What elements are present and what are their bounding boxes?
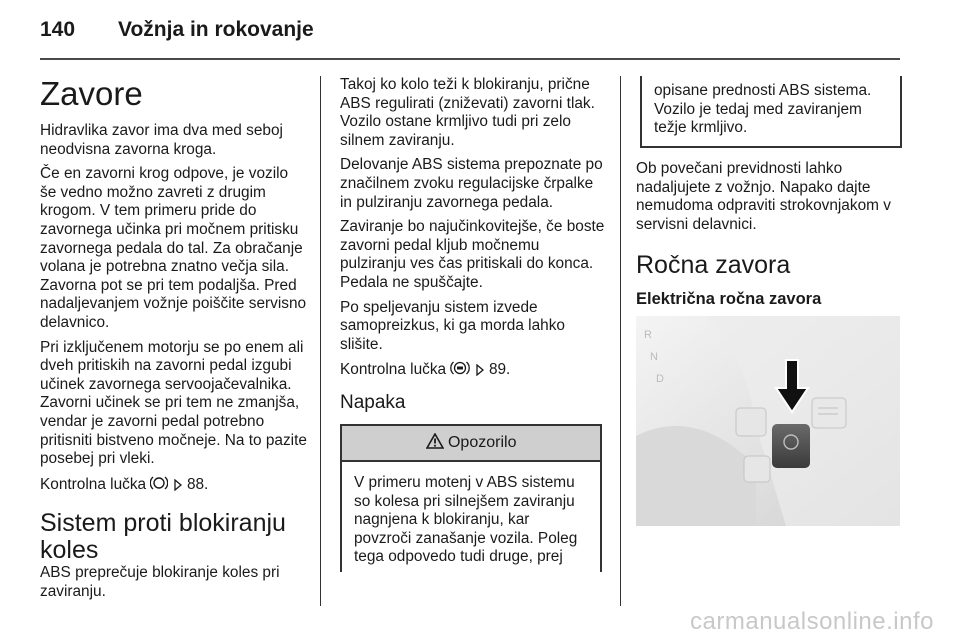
- gear-label: D: [656, 373, 664, 385]
- console-button: [812, 398, 846, 428]
- page-reference-arrow-icon: [475, 364, 485, 376]
- warning-title: Opozorilo: [447, 434, 517, 451]
- paragraph-warning-light-ref: [40, 475, 308, 495]
- column-3: [636, 160, 904, 309]
- console-button: [736, 408, 766, 436]
- header-rule: [40, 58, 900, 60]
- gear-label: R: [644, 329, 652, 341]
- warning-text-continued: opisane prednosti ABS sistema. Vozilo je tedaj med zaviranjem težje krmljivo.: [654, 82, 872, 137]
- section-heading-zavore: Zavore: [40, 75, 143, 112]
- abs-warning-icon: [450, 360, 470, 376]
- ref-text: Kontrolna lučka: [340, 361, 447, 379]
- page-reference: 89.: [488, 361, 511, 379]
- page-reference-arrow-icon: [173, 479, 183, 491]
- parking-brake-switch: [772, 424, 810, 468]
- column-divider-1: [320, 76, 321, 606]
- watermark: carmanualsonline.info: [690, 608, 934, 635]
- gear-label: N: [650, 351, 658, 363]
- paragraph: Hidravlika zavor ima dva med seboj neodvisna zavorna kroga.: [40, 122, 283, 158]
- warning-box-continued: [640, 76, 902, 148]
- section-heading-napaka: Napaka: [340, 391, 406, 413]
- column-2: [340, 76, 608, 414]
- column-1: [40, 76, 308, 607]
- paragraph: Delovanje ABS sistema prepoznate po značilnem zvoku regulacijske črpalke in pulziranju zavornega pedala.: [340, 156, 603, 211]
- console-button: [744, 456, 770, 482]
- warning-header: [342, 426, 600, 462]
- subheading-electric-parking-brake: Električna ročna zavora: [636, 290, 822, 309]
- warning-text: V primeru motenj v ABS sistemu so kolesa pri silnejšem zaviranju nagnjena k blokiranju, kar povzroči zanašanje vozila. Poleg tega odpovedo tudi druge, prej: [354, 474, 578, 566]
- paragraph: Pri izključenem motorju se po enem ali dveh pritiskih na zavorni pedal izgubi učinek zavornega servoojačevalnika. Zavorni učinek se pri tem ne zmanjša, vendar je zavorni pedal potrebno pritisniti bistveno močneje. Na to pazite posebej pri vleki.: [40, 338, 307, 468]
- paragraph: Po speljevanju sistem izvede samopreizkus, ki ga morda lahko slišite.: [340, 298, 565, 353]
- paragraph: ABS preprečuje blokiranje koles pri zaviranju.: [40, 564, 280, 600]
- paragraph: Ob povečani previdnosti lahko nadaljujete z vožnjo. Napako dajte nemudoma odpraviti strokovnjakom v servisni delavnici.: [636, 160, 891, 233]
- section-heading-abs: Sistem proti blokiranju koles: [40, 509, 286, 565]
- page-reference: 88.: [186, 475, 209, 493]
- paragraph: Zaviranje bo najučinkovitejše, če boste zavorni pedal kljub močnemu pulziranju ves čas pritiskali do konca. Pedala ne spuščajte.: [340, 218, 605, 291]
- paragraph: Če en zavorni krog odpove, je vozilo še vedno možno zavreti z drugim krogom. V tem primeru pride do zavornega učinka pri močnem pritisku zavornega pedala do tal. Za obračanje volana je potrebna znatno večja sila. Zavorna pot se pri tem podaljša. Pred nadaljevanjem vožnje poiščite servisno delavnico.: [40, 165, 307, 331]
- parking-brake-photo: [636, 316, 900, 526]
- page-title: Vožnja in rokovanje: [118, 18, 314, 41]
- brake-warning-icon: [150, 475, 168, 491]
- page-number: 140: [40, 18, 76, 41]
- paragraph: Takoj ko kolo teži k blokiranju, prične ABS regulirati (zniževati) zavorni tlak. Vozilo ostane krmljivo tudi pri zelo silnem zaviranju.: [340, 76, 595, 149]
- ref-text: Kontrolna lučka: [40, 475, 147, 493]
- warning-triangle-icon: [426, 433, 444, 449]
- section-heading-rocna-zavora: Ročna zavora: [636, 251, 791, 280]
- paragraph-abs-light-ref: [340, 360, 608, 380]
- column-divider-2: [620, 76, 621, 606]
- warning-box: [340, 424, 602, 572]
